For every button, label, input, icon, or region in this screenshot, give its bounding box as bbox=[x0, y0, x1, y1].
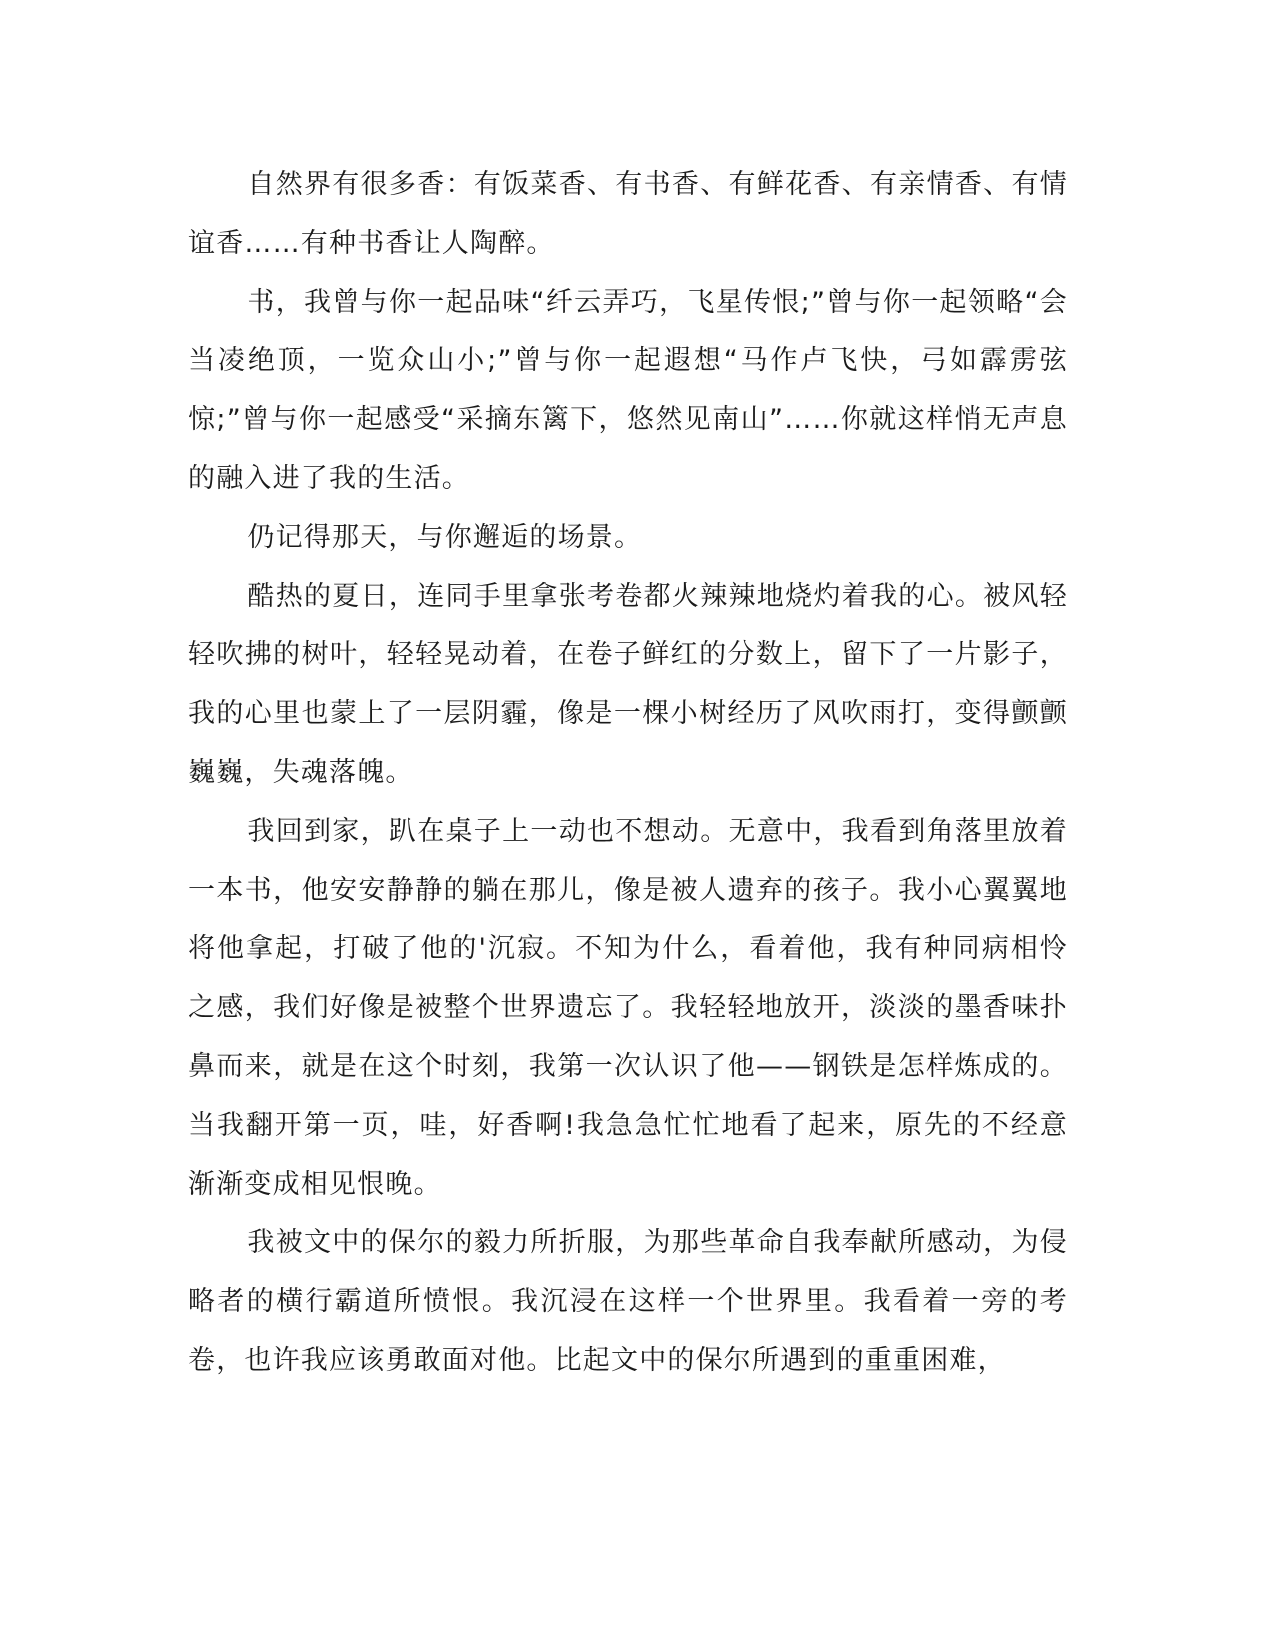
paragraph-6: 我被文中的保尔的毅力所折服，为那些革命自我奉献所感动，为侵略者的横行霸道所愤恨。我沉浸在这样一个世界里。我看着一旁的考卷，也许我应该勇敢面对他。比起文中的保尔所遇到的重重困难， bbox=[188, 1227, 1068, 1376]
paragraph-2: 书，我曾与你一起品味“纤云弄巧，飞星传恨;”曾与你一起领略“会当凌绝顶，一览众山小;”曾与你一起遐想“马作卢飞快，弓如霹雳弦惊;”曾与你一起感受“采摘东篱下，悠然见南山”……你就这样悄无声息的融入进了我的生活。 bbox=[188, 286, 1068, 494]
document-body bbox=[188, 156, 1068, 1391]
paragraph-1: 自然界有很多香：有饭菜香、有书香、有鲜花香、有亲情香、有情谊香……有种书香让人陶醉。 bbox=[188, 169, 1068, 259]
paragraph-3: 仍记得那天，与你邂逅的场景。 bbox=[247, 521, 643, 553]
paragraph-4: 酷热的夏日，连同手里拿张考卷都火辣辣地烧灼着我的心。被风轻轻吹拂的树叶，轻轻晃动着，在卷子鲜红的分数上，留下了一片影子，我的心里也蒙上了一层阴霾，像是一棵小树经历了风吹雨打，变得颤颤巍巍，失魂落魄。 bbox=[188, 580, 1068, 788]
paragraph-5: 我回到家，趴在桌子上一动也不想动。无意中，我看到角落里放着一本书，他安安静静的躺在那儿，像是被人遗弃的孩子。我小心翼翼地将他拿起，打破了他的'沉寂。不知为什么，看着他，我有种同病相怜之感，我们好像是被整个世界遗忘了。我轻轻地放开，淡淡的墨香味扑鼻而来，就是在这个时刻，我第一次认识了他——钢铁是怎样炼成的。当我翻开第一页，哇，好香啊!我急急忙忙地看了起来，原先的不经意渐渐变成相见恨晚。 bbox=[188, 815, 1068, 1200]
